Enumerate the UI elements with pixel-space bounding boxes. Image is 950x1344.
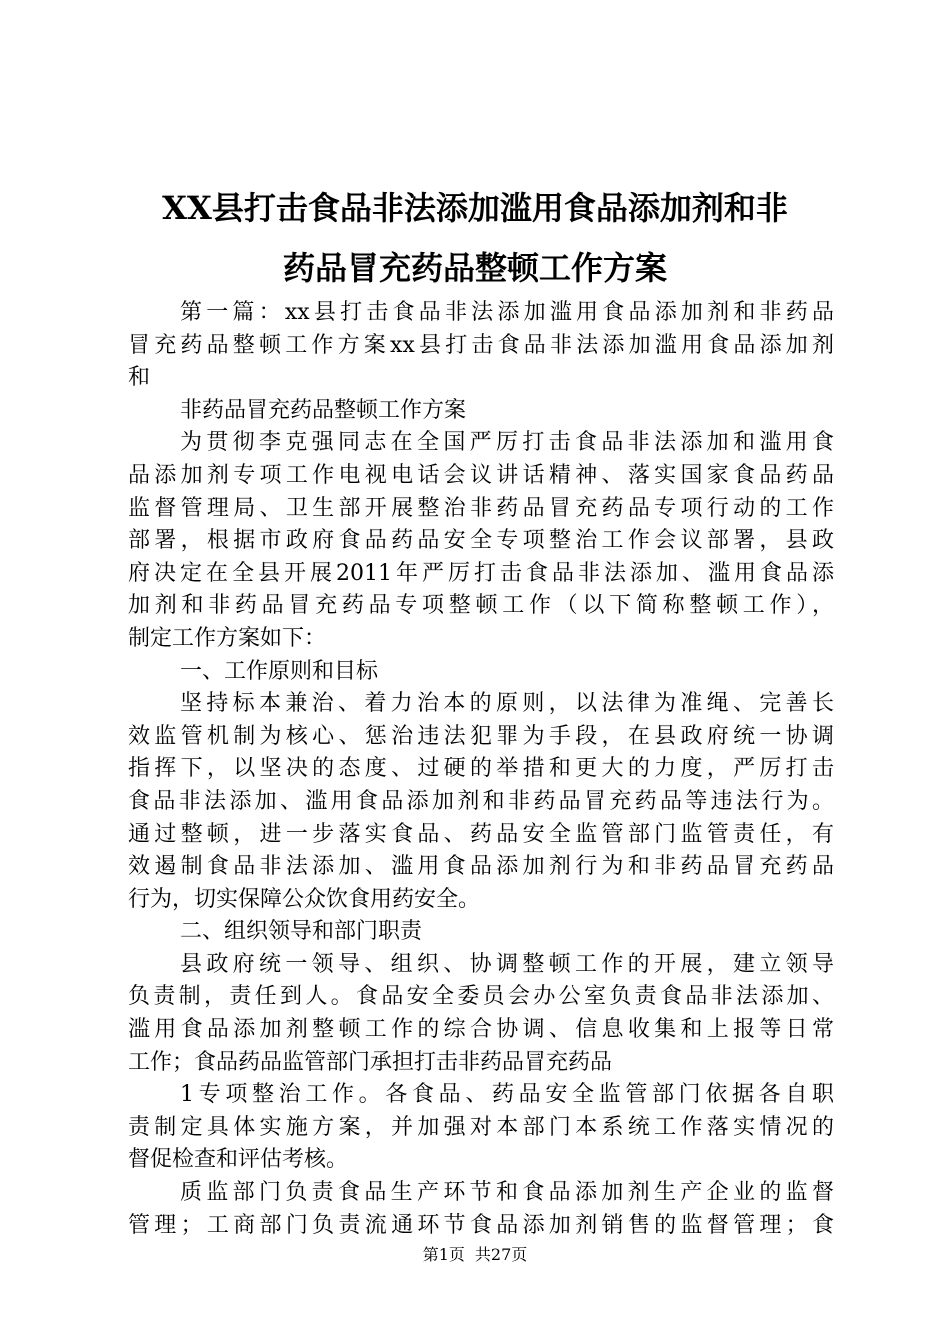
- body-text-line: 二、组织领导和部门职责: [180, 919, 423, 945]
- body-text-line: 坚持标本兼治、着力治本的原则，以法律为准绳、完善长: [180, 691, 834, 717]
- body-text-line: 府决定在全县开展2011年严厉打击食品非法添加、滥用食品添: [128, 560, 834, 586]
- body-text-line: 管理；工商部门负责流通环节食品添加剂销售的监督管理；食: [128, 1212, 834, 1238]
- body-text-line: 制定工作方案如下：: [128, 625, 327, 651]
- body-text-line: 负责制，责任到人。食品安全委员会办公室负责食品非法添加、: [128, 984, 834, 1010]
- body-text-line: 责制定具体实施方案，并加强对本部门本系统工作落实情况的: [128, 1114, 834, 1140]
- body-text-line: 部署，根据市政府食品药品安全专项整治工作会议部署，县政: [128, 528, 834, 554]
- document-title-line-1: XX县打击食品非法添加滥用食品添加剂和非: [162, 189, 788, 227]
- body-text-line: 非药品冒充药品整顿工作方案: [180, 397, 467, 423]
- body-text-line: 通过整顿，进一步落实食品、药品安全监管部门监管责任，有: [128, 821, 834, 847]
- body-text-line: 监督管理局、卫生部开展整治非药品冒充药品专项行动的工作: [128, 495, 834, 521]
- body-text-line: 冒充药品整顿工作方案xx县打击食品非法添加滥用食品添加剂: [128, 332, 834, 358]
- body-text-line: 为贯彻李克强同志在全国严厉打击食品非法添加和滥用食: [180, 430, 834, 456]
- page-number: 第1页: [422, 1245, 465, 1264]
- body-text-line: 一、工作原则和目标: [180, 658, 379, 684]
- body-text-line: 加剂和非药品冒充药品专项整顿工作（以下简称整顿工作），: [128, 593, 834, 619]
- body-text-line: 1专项整治工作。各食品、药品安全监管部门依据各自职: [180, 1082, 834, 1108]
- body-text-line: 指挥下，以坚决的态度、过硬的举措和更大的力度，严厉打击: [128, 756, 834, 782]
- page-total: 共27页: [474, 1245, 528, 1264]
- body-text-line: 工作；食品药品监管部门承担打击非药品冒充药品: [128, 1049, 613, 1075]
- body-text-line: 行为，切实保障公众饮食用药安全。: [128, 886, 481, 912]
- body-text-line: 品添加剂专项工作电视电话会议讲话精神、落实国家食品药品: [128, 462, 834, 488]
- body-text-line: 质监部门负责食品生产环节和食品添加剂生产企业的监督: [180, 1180, 834, 1206]
- body-text-line: 效遏制食品非法添加、滥用食品添加剂行为和非药品冒充药品: [128, 854, 834, 880]
- document-body: [128, 297, 834, 1242]
- body-text-line: 督促检查和评估考核。: [128, 1147, 349, 1173]
- page-footer: [0, 1245, 950, 1265]
- body-text-line: 第一篇：xx县打击食品非法添加滥用食品添加剂和非药品: [180, 300, 834, 325]
- document-title-line-2: 药品冒充药品整顿工作方案: [282, 249, 667, 287]
- body-text-line: 效监管机制为核心、惩治违法犯罪为手段，在县政府统一协调: [128, 723, 834, 749]
- body-text-line: 滥用食品添加剂整顿工作的综合协调、信息收集和上报等日常: [128, 1017, 834, 1043]
- body-text-line: 和: [128, 365, 151, 391]
- body-text-line: 县政府统一领导、组织、协调整顿工作的开展，建立领导: [180, 951, 834, 977]
- body-text-line: 食品非法添加、滥用食品添加剂和非药品冒充药品等违法行为。: [128, 788, 834, 814]
